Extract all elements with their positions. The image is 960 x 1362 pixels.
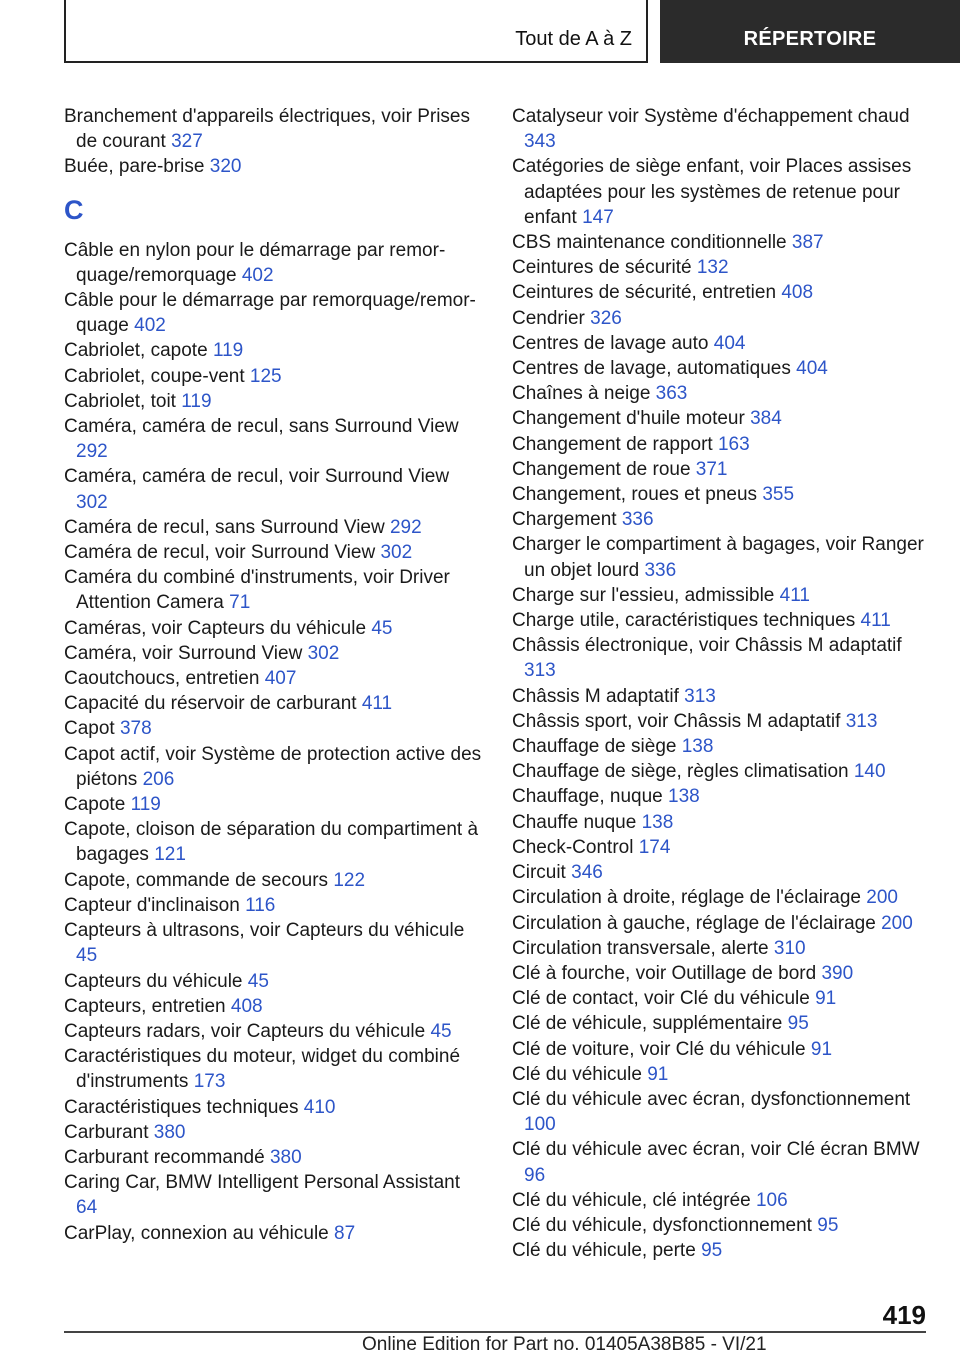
- index-column-right: [512, 104, 932, 1263]
- index-tab-label: RÉPERTOIRE: [743, 28, 877, 50]
- page-reference-link[interactable]: 138: [668, 786, 700, 808]
- entry-term: Clé à fourche, voir Outillage de bord: [512, 962, 817, 984]
- entry-term: Clé du véhicule: [512, 1063, 642, 1085]
- index-entry: [512, 457, 932, 482]
- index-entry: [64, 994, 484, 1019]
- index-entry: [64, 868, 484, 893]
- page-reference-link[interactable]: 174: [638, 836, 671, 858]
- index-entry: [512, 1137, 932, 1187]
- page-reference-link[interactable]: 116: [245, 894, 276, 916]
- page-reference-link[interactable]: 45: [371, 617, 393, 639]
- index-entry: [512, 961, 932, 986]
- entry-term: Capote: [64, 794, 126, 816]
- page-reference-link[interactable]: 71: [229, 592, 251, 614]
- index-entry: [512, 734, 932, 759]
- entry-term: Charger le compartiment à bagages, voir Ranger un objet lourd: [512, 534, 924, 581]
- entry-term: Caméra du combiné d'instruments, voir Driver Attention Camera: [64, 567, 450, 614]
- page-reference-link[interactable]: 380: [153, 1121, 186, 1143]
- entry-term: Clé de véhicule, supplémentaire: [512, 1013, 783, 1035]
- index-entry: [512, 860, 932, 885]
- entry-term: Caméras, voir Capteurs du véhicule: [64, 617, 367, 639]
- index-entry: [512, 911, 932, 936]
- page-reference-link[interactable]: 408: [230, 995, 263, 1017]
- entry-term: Charge utile, caractéristiques techniques: [512, 610, 856, 632]
- page-reference-link[interactable]: 302: [76, 491, 108, 513]
- page-reference-link[interactable]: 404: [796, 358, 828, 380]
- page-reference-link[interactable]: 132: [696, 257, 729, 279]
- entry-term: Changement de rapport: [512, 433, 713, 455]
- entries-before-letter: [64, 104, 484, 180]
- page-reference-link[interactable]: 343: [524, 131, 556, 153]
- index-entry: [512, 1087, 932, 1137]
- page-reference-link[interactable]: 163: [717, 433, 750, 455]
- page-reference-link[interactable]: 119: [212, 340, 244, 362]
- index-entry: [512, 154, 932, 230]
- entry-term: Chauffage, nuque: [512, 786, 663, 808]
- page-reference-link[interactable]: 390: [821, 962, 854, 984]
- page-reference-link[interactable]: 200: [881, 912, 913, 934]
- page-reference-link[interactable]: 64: [76, 1197, 98, 1219]
- page-reference-link[interactable]: 87: [334, 1222, 356, 1244]
- index-entry: [64, 792, 484, 817]
- index-entry: [64, 641, 484, 666]
- section-title: Tout de A à Z: [515, 28, 632, 50]
- page-reference-link[interactable]: 378: [119, 718, 152, 740]
- index-entry: [512, 507, 932, 532]
- page-reference-link[interactable]: 91: [815, 988, 837, 1010]
- entry-term: Capteurs radars, voir Capteurs du véhicule: [64, 1020, 426, 1042]
- entry-term: Caring Car, BMW Intelligent Personal Assistant: [64, 1172, 461, 1194]
- index-entry: [64, 540, 484, 565]
- index-entry: [64, 666, 484, 691]
- index-entry: [64, 969, 484, 994]
- entry-term: Branchement d'appareils électriques, voir Prises de courant: [64, 106, 470, 153]
- page-reference-link[interactable]: 384: [750, 408, 782, 430]
- entry-term: Câble en nylon pour le démarrage par remorquage/remorquage: [64, 239, 446, 286]
- index-entry: [64, 817, 484, 867]
- entry-term: Chargement: [512, 509, 617, 531]
- page-reference-link[interactable]: 346: [571, 862, 603, 884]
- entry-term: Centres de lavage auto: [512, 332, 709, 354]
- index-entry: [64, 1145, 484, 1170]
- index-entry: [64, 893, 484, 918]
- page-reference-link[interactable]: 326: [590, 307, 622, 329]
- index-entry: [64, 515, 484, 540]
- page-reference-link[interactable]: 100: [524, 1114, 556, 1136]
- page-reference-link[interactable]: 336: [621, 509, 654, 531]
- index-entry: [64, 464, 484, 514]
- entry-term: Carburant: [64, 1121, 149, 1143]
- entry-term: Caoutchoucs, entretien: [64, 668, 260, 690]
- index-entry: [512, 230, 932, 255]
- page-reference-link[interactable]: 380: [269, 1146, 302, 1168]
- index-entry: [64, 918, 484, 968]
- entries-right: [512, 104, 932, 1263]
- index-entry: [64, 691, 484, 716]
- index-entry: [512, 986, 932, 1011]
- index-entry: [512, 432, 932, 457]
- index-entry: [64, 1221, 484, 1246]
- entry-term: Caractéristiques du moteur, widget du combiné d'instruments: [64, 1046, 461, 1093]
- letter-heading: C: [64, 194, 84, 225]
- page-reference-link[interactable]: 407: [264, 668, 297, 690]
- page-reference-link[interactable]: 320: [209, 156, 242, 178]
- entry-term: Chauffage de siège, règles climatisation: [512, 761, 849, 783]
- entry-term: Chaînes à neige: [512, 383, 651, 405]
- index-entry: [64, 338, 484, 363]
- page-reference-link[interactable]: 387: [791, 232, 824, 254]
- page-reference-link[interactable]: 138: [681, 736, 714, 758]
- entry-term: Capot actif, voir Système de protection active des piétons: [64, 743, 482, 790]
- page-reference-link[interactable]: 411: [779, 584, 810, 606]
- page-reference-link[interactable]: 140: [853, 761, 886, 783]
- index-entry: [512, 381, 932, 406]
- entry-term: Capteurs du véhicule: [64, 970, 243, 992]
- entry-term: Cabriolet, capote: [64, 340, 208, 362]
- page-reference-link[interactable]: 95: [817, 1214, 839, 1236]
- page-reference-link[interactable]: 95: [787, 1013, 809, 1035]
- page-reference-link[interactable]: 95: [701, 1240, 723, 1262]
- index-entry: [64, 414, 484, 464]
- index-entry: [64, 565, 484, 615]
- index-entry: [512, 684, 932, 709]
- entry-term: Châssis électronique, voir Châssis M adaptatif: [512, 635, 902, 657]
- entry-term: Circulation transversale, alerte: [512, 937, 769, 959]
- index-entry: [512, 608, 932, 633]
- page-reference-link[interactable]: 302: [380, 542, 413, 564]
- entry-term: Clé de contact, voir Clé du véhicule: [512, 988, 810, 1010]
- page-reference-link[interactable]: 119: [130, 794, 161, 816]
- page-reference-link[interactable]: 45: [430, 1020, 452, 1042]
- entries-after-letter: [64, 238, 484, 1246]
- page-reference-link[interactable]: 336: [644, 559, 677, 581]
- index-entry: [64, 1095, 484, 1120]
- page-reference-link[interactable]: 121: [154, 844, 186, 866]
- index-entry: [64, 1019, 484, 1044]
- index-column-left: [64, 104, 484, 1246]
- index-entry: [512, 406, 932, 431]
- index-entry: [64, 742, 484, 792]
- page-reference-link[interactable]: 200: [866, 887, 898, 909]
- entry-term: Ceintures de sécurité: [512, 257, 692, 279]
- index-entry: [512, 280, 932, 305]
- page-reference-link[interactable]: 91: [810, 1038, 833, 1060]
- page-reference-link[interactable]: 313: [524, 660, 556, 682]
- entry-term: Circulation à gauche, réglage de l'éclairage: [512, 912, 876, 934]
- page-reference-link[interactable]: 310: [773, 937, 806, 959]
- index-entry: [512, 633, 932, 683]
- index-entry: [512, 306, 932, 331]
- entry-term: Caractéristiques techniques: [64, 1096, 299, 1118]
- index-entry: [512, 784, 932, 809]
- index-entry: [512, 482, 932, 507]
- entry-term: Capot: [64, 718, 115, 740]
- entry-term: Clé de voiture, voir Clé du véhicule: [512, 1038, 806, 1060]
- page-reference-link[interactable]: 292: [76, 441, 108, 463]
- page-reference-link[interactable]: 411: [361, 693, 393, 715]
- page-reference-link[interactable]: 138: [641, 811, 674, 833]
- entry-term: Capacité du réservoir de carburant: [64, 693, 357, 715]
- entry-term: CarPlay, connexion au véhicule: [64, 1222, 329, 1244]
- page-number: 419: [882, 1300, 926, 1330]
- entry-term: Clé du véhicule, perte: [512, 1240, 696, 1262]
- footer-divider: [64, 1331, 926, 1333]
- index-entry: [512, 104, 932, 154]
- entry-term: Circuit: [512, 862, 566, 884]
- entry-term: Check-Control: [512, 836, 634, 858]
- entry-term: Clé du véhicule, dysfonctionnement: [512, 1214, 812, 1236]
- index-entry: [512, 759, 932, 784]
- entry-term: Capote, cloison de séparation du compartiment à bagages: [64, 819, 479, 866]
- index-entry: [512, 835, 932, 860]
- entry-term: Capote, commande de secours: [64, 869, 329, 891]
- entry-term: Clé du véhicule, clé intégrée: [512, 1189, 751, 1211]
- page-reference-link[interactable]: 45: [76, 945, 98, 967]
- index-entry: [512, 1188, 932, 1213]
- index-entry: [512, 709, 932, 734]
- page-reference-link[interactable]: 45: [247, 970, 269, 992]
- index-entry: [64, 716, 484, 741]
- page-reference-link[interactable]: 411: [860, 610, 891, 632]
- page-reference-link[interactable]: 402: [134, 315, 166, 337]
- entry-term: Caméra de recul, voir Surround View: [64, 542, 376, 564]
- entry-term: Capteur d'inclinaison: [64, 894, 240, 916]
- entry-term: Circulation à droite, réglage de l'éclairage: [512, 887, 861, 909]
- entry-term: Charge sur l'essieu, admissible: [512, 584, 775, 606]
- page-reference-link[interactable]: 363: [655, 383, 688, 405]
- entry-term: Centres de lavage, automatiques: [512, 358, 791, 380]
- index-entry: [64, 1120, 484, 1145]
- index-entry: [512, 1238, 932, 1263]
- index-entry: [64, 389, 484, 414]
- entry-term: Catégories de siège enfant, voir Places assises adaptées pour les systèmes de retenue pour enfant: [512, 156, 912, 228]
- entry-term: Châssis M adaptatif: [512, 685, 679, 707]
- page-reference-link[interactable]: 355: [762, 484, 795, 506]
- index-entry: [64, 288, 484, 338]
- entry-term: Carburant recommandé: [64, 1146, 265, 1168]
- entry-term: Changement de roue: [512, 458, 691, 480]
- index-entry: [512, 356, 932, 381]
- edition-footer: Online Edition for Part no. 01405A38B85 - VI/21: [362, 1334, 767, 1355]
- page-reference-link[interactable]: 327: [171, 131, 203, 153]
- index-entry: [512, 1213, 932, 1238]
- index-entry: [512, 936, 932, 961]
- index-entry: [64, 364, 484, 389]
- page-reference-link[interactable]: 96: [524, 1164, 546, 1186]
- entry-term: Caméra, voir Surround View: [64, 642, 303, 664]
- entry-term: Cabriolet, coupe-vent: [64, 365, 245, 387]
- page-reference-link[interactable]: 404: [713, 332, 746, 354]
- entry-term: Châssis sport, voir Châssis M adaptatif: [512, 710, 841, 732]
- index-entry: [64, 238, 484, 288]
- entry-term: Cendrier: [512, 307, 585, 329]
- entry-term: Ceintures de sécurité, entretien: [512, 282, 777, 304]
- index-entry: [512, 885, 932, 910]
- index-entry: [64, 154, 484, 179]
- entry-term: Cabriolet, toit: [64, 390, 176, 412]
- index-entry: [512, 532, 932, 582]
- entry-term: Caméra, caméra de recul, sans Surround View: [64, 416, 459, 438]
- index-entry: [64, 1044, 484, 1094]
- entry-term: Caméra, caméra de recul, voir Surround View: [64, 466, 450, 488]
- page-reference-link[interactable]: 147: [582, 206, 614, 228]
- entry-term: Capteurs, entretien: [64, 995, 226, 1017]
- index-entry: [512, 255, 932, 280]
- page-reference-link[interactable]: 91: [647, 1063, 669, 1085]
- entry-term: Capteurs à ultrasons, voir Capteurs du véhicule: [64, 920, 465, 942]
- index-entry: [512, 583, 932, 608]
- page-reference-link[interactable]: 402: [241, 264, 274, 286]
- entry-term: Caméra de recul, sans Surround View: [64, 516, 385, 538]
- page-reference-link[interactable]: 106: [755, 1189, 788, 1211]
- index-entry: [64, 1170, 484, 1220]
- page-reference-link[interactable]: 313: [684, 685, 716, 707]
- page-reference-link[interactable]: 119: [181, 390, 212, 412]
- page-reference-link[interactable]: 408: [781, 282, 814, 304]
- page-reference-link[interactable]: 371: [695, 458, 728, 480]
- page-reference-link[interactable]: 206: [142, 768, 175, 790]
- page-reference-link[interactable]: 173: [193, 1071, 226, 1093]
- index-entry: [64, 616, 484, 641]
- index-entry: [512, 1062, 932, 1087]
- index-entry: [512, 810, 932, 835]
- entry-term: Chauffage de siège: [512, 736, 677, 758]
- page-reference-link[interactable]: 125: [249, 365, 282, 387]
- page-reference-link[interactable]: 122: [333, 869, 366, 891]
- entry-term: Clé du véhicule avec écran, voir Clé écran BMW: [512, 1139, 920, 1161]
- entry-term: Chauffe nuque: [512, 811, 637, 833]
- header-section-box: [64, 0, 648, 63]
- entry-term: Clé du véhicule avec écran, dysfonctionnement: [512, 1088, 911, 1110]
- index-entry: [64, 104, 484, 154]
- entry-term: Catalyseur voir Système d'échappement chaud: [512, 106, 910, 127]
- index-entry: [512, 1011, 932, 1036]
- entry-term: CBS maintenance conditionnelle: [512, 232, 787, 254]
- entry-term: Buée, pare-brise: [64, 156, 205, 178]
- entry-term: Changement, roues et pneus: [512, 484, 758, 506]
- entry-term: Changement d'huile moteur: [512, 408, 745, 430]
- page-reference-link[interactable]: 313: [845, 710, 878, 732]
- page-reference-link[interactable]: 292: [389, 516, 422, 538]
- entry-term: Câble pour le démarrage par remorquage/remorquage: [64, 290, 476, 337]
- page-reference-link[interactable]: 410: [303, 1096, 336, 1118]
- index-tab[interactable]: [660, 0, 960, 63]
- index-entry: [512, 331, 932, 356]
- page-reference-link[interactable]: 302: [307, 642, 340, 664]
- index-entry: [512, 1037, 932, 1062]
